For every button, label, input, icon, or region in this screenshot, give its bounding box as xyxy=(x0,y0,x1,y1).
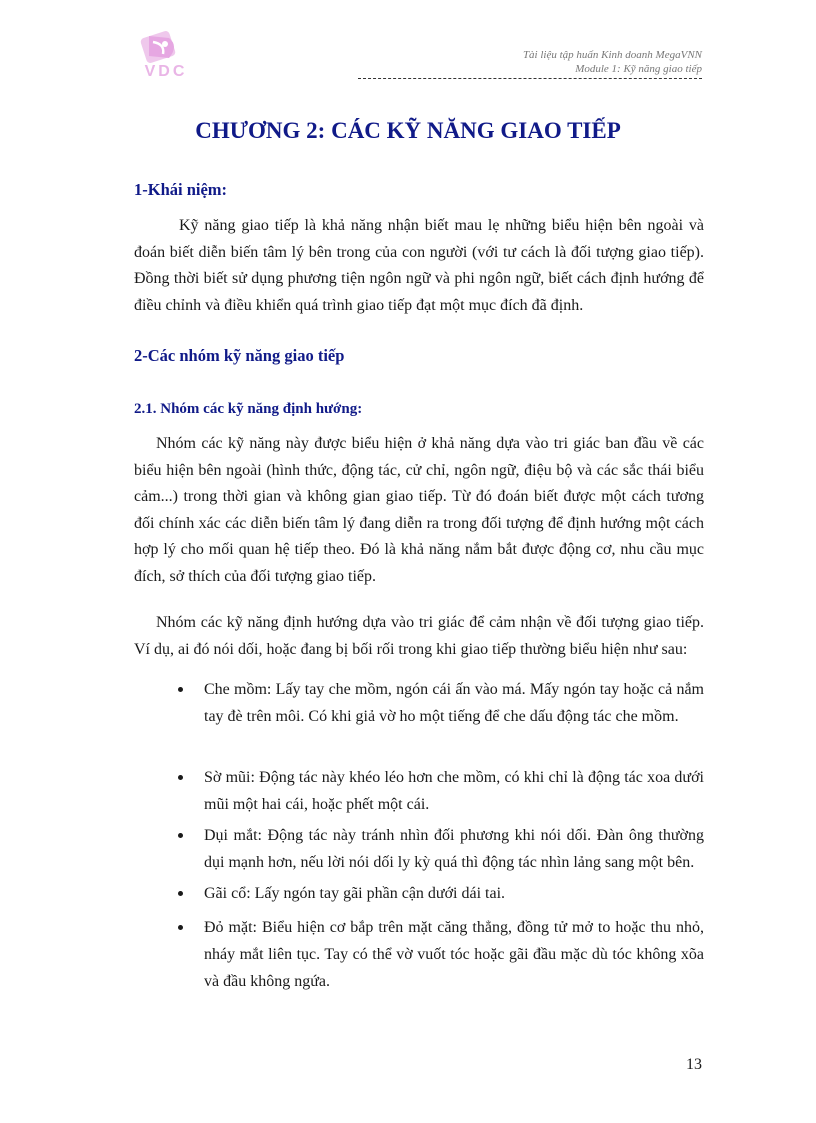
list-item-text: Dụi mắt: Động tác này tránh nhìn đối phương khi nói dối. Đàn ông thường dụi mạnh hơn, nếu lời nói dối ly kỳ quá thì động tác nhìn lảng sang một bên. xyxy=(204,827,704,871)
subsection-2-1-paragraph-1: Nhóm các kỹ năng này được biểu hiện ở khả năng dựa vào tri giác ban đầu về các biểu hiện bên ngoài (hình thức, động tác, cử chỉ, ngôn ngữ, điệu bộ và các sắc thái biểu cảm...) trong thời gian và không gian giao tiếp. Từ đó đoán biết được một cách tương đối chính xác các diễn biến tâm lý đang diễn ra trong đối tượng để định hướng một cách hợp lý cho mối quan hệ tiếp theo. Đó là khả năng nắm bắt được động cơ, nhu cầu mục đích, sở thích của đối tượng giao tiếp. xyxy=(134,435,704,585)
chapter-title: CHƯƠNG 2: CÁC KỸ NĂNG GIAO TIẾP xyxy=(195,118,621,143)
section-1-paragraph: Kỹ năng giao tiếp là khả năng nhận biết mau lẹ những biểu hiện bên ngoài và đoán biết diễn biến tâm lý bên trong của con người (với tư cách là đối tượng giao tiếp). Đồng thời biết sử dụng phương tiện ngôn ngữ và phi ngôn ngữ, biết cách định hướng để điều chỉnh và điều khiển quá trình giao tiếp đạt một mục đích đã định. xyxy=(134,217,704,314)
list-item-text: Đỏ mặt: Biểu hiện cơ bắp trên mặt căng thẳng, đồng tử mở to hoặc thu nhỏ, nháy mắt liên tục. Tay có thể vờ vuốt tóc hoặc gãi đầu mặc dù tóc không xõa và đầu không ngứa. xyxy=(204,919,704,990)
logo-text: VDC xyxy=(144,63,188,80)
subsection-2-1-heading: 2.1. Nhóm các kỹ năng định hướng: xyxy=(134,401,363,417)
bullet-icon xyxy=(178,891,183,896)
list-item-text: Sờ mũi: Động tác này khéo léo hơn che mồm, có khi chỉ là động tác xoa dưới mũi một hai cái, hoặc phết một cái. xyxy=(204,769,704,813)
subsection-2-1-paragraph-2: Nhóm các kỹ năng định hướng dựa vào tri giác để cảm nhận về đối tượng giao tiếp. Ví dụ, ai đó nói dối, hoặc đang bị bối rối trong khi giao tiếp thường biểu hiện như sau: xyxy=(134,614,704,658)
bullet-icon xyxy=(178,925,183,930)
bullet-icon xyxy=(178,833,183,838)
bullet-icon xyxy=(178,687,183,692)
list-item xyxy=(178,676,704,730)
page-number: 13 xyxy=(686,1056,702,1073)
list-item-text: Gãi cổ: Lấy ngón tay gãi phần cận dưới dái tai. xyxy=(204,885,506,902)
section-2-heading: 2-Các nhóm kỹ năng giao tiếp xyxy=(134,346,345,365)
header-divider xyxy=(358,78,702,79)
list-item-text: Che mồm: Lấy tay che mồm, ngón cái ấn vào má. Mấy ngón tay hoặc cả nắm tay đè trên môi. Có khi giả vờ ho một tiếng để che dấu động tác che mồm. xyxy=(204,681,704,725)
list-item xyxy=(178,880,704,907)
section-1-heading: 1-Khái niệm: xyxy=(134,180,228,199)
header-doc-title: Tài liệu tập huấn Kinh doanh MegaVNN xyxy=(522,49,702,61)
header-module-title: Module 1: Kỹ năng giao tiếp xyxy=(575,63,702,75)
list-item xyxy=(178,764,704,818)
bullet-icon xyxy=(178,775,183,780)
list-item xyxy=(178,914,704,995)
list-item xyxy=(178,822,704,876)
